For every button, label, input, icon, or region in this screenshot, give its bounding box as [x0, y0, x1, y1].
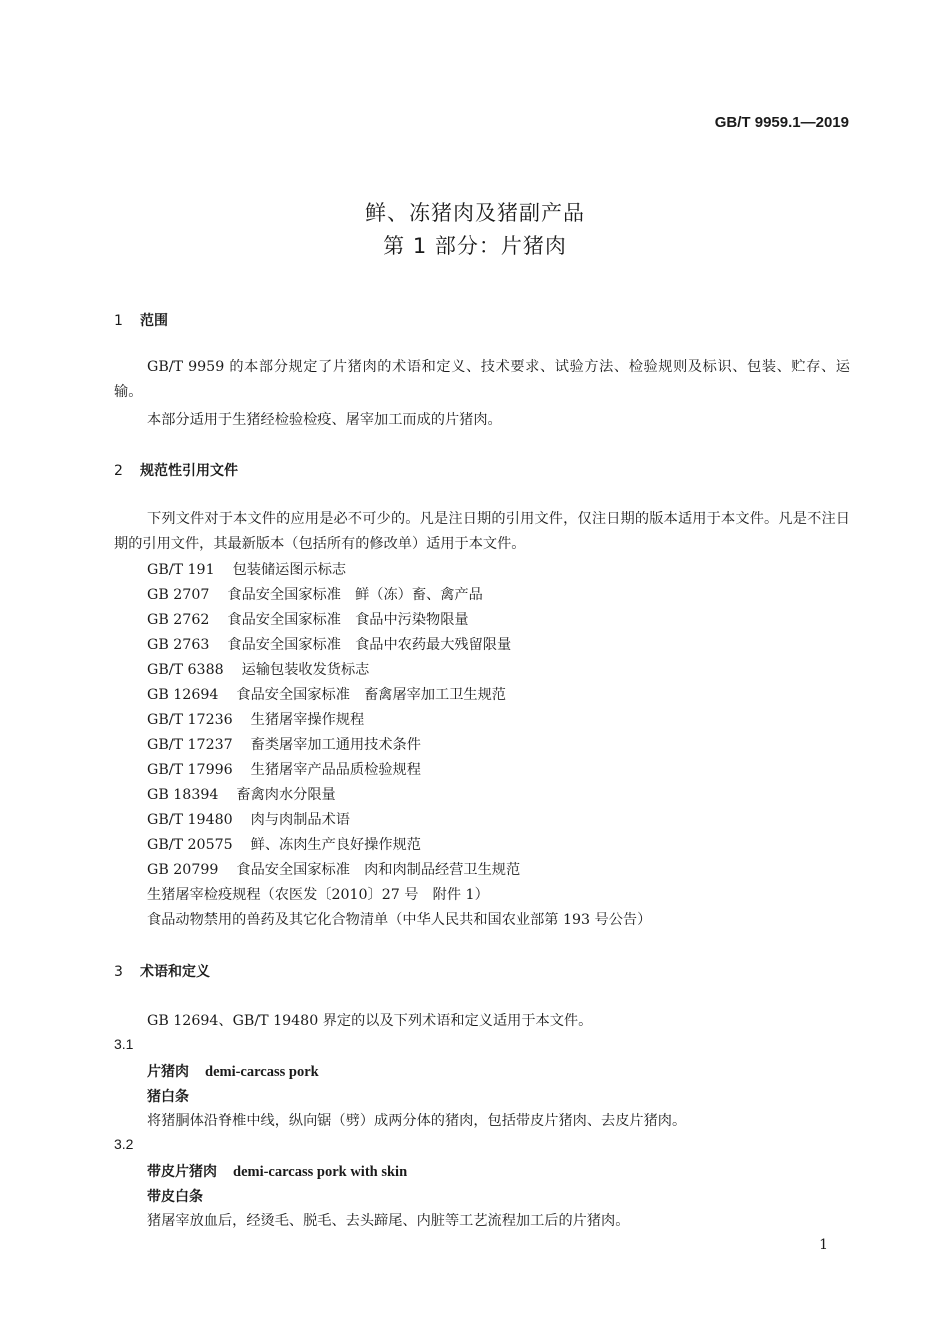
standard-code: GB/T 9959.1—2019	[714, 114, 849, 131]
term-alt: 猪白条	[147, 1089, 189, 1105]
reference-code: GB 2763	[147, 637, 210, 653]
reference-code: GB/T 6388	[147, 662, 224, 678]
document-title-line2: 第 1 部分：片猪肉	[383, 234, 567, 258]
reference-item	[147, 609, 469, 629]
reference-item	[147, 784, 336, 804]
reference-code: GB/T 20575	[147, 837, 233, 853]
scope-paragraph-1: GB/T 9959 的本部分规定了片猪肉的术语和定义、技术要求、试验方法、检验规则及标识、包装、贮存、运输。	[114, 359, 850, 400]
term-number: 3.1	[114, 1036, 134, 1052]
reference-title: 食品安全国家标准 鲜（冻）畜、禽产品	[227, 587, 483, 603]
term-number: 3.2	[114, 1136, 134, 1152]
normative-intro: 下列文件对于本文件的应用是必不可少的。凡是注日期的引用文件，仅注日期的版本适用于本文件。凡是不注日期的引用文件，其最新版本（包括所有的修改单）适用于本文件。	[114, 511, 850, 552]
reference-title: 包装储运图示标志	[232, 562, 347, 578]
term-en: demi-carcass pork with skin	[233, 1164, 408, 1180]
reference-code: GB/T 17236	[147, 712, 233, 728]
reference-code: GB 18394	[147, 787, 219, 803]
term-en: demi-carcass pork	[205, 1064, 319, 1080]
reference-title: 生猪屠宰操作规程	[250, 712, 365, 728]
reference-item	[147, 859, 520, 879]
reference-code: GB 2762	[147, 612, 210, 628]
document-title-line1: 鲜、冻猪肉及猪副产品	[365, 201, 585, 225]
reference-title: 食品安全国家标准 肉和肉制品经营卫生规范	[236, 862, 521, 878]
reference-code: GB 20799	[147, 862, 219, 878]
reference-item	[147, 634, 511, 654]
reference-item	[147, 709, 364, 729]
scope-paragraph-2: 本部分适用于生猪经检验检疫、屠宰加工而成的片猪肉。	[147, 412, 502, 428]
reference-item	[147, 584, 483, 604]
reference-extra-1: 生猪屠宰检疫规程（农医发〔2010〕27 号 附件 1）	[147, 887, 489, 903]
reference-item	[147, 734, 421, 754]
reference-title: 畜禽肉水分限量	[236, 787, 336, 803]
page-number: 1	[819, 1237, 828, 1253]
term-heading	[147, 1161, 407, 1181]
reference-title: 鲜、冻肉生产良好操作规范	[250, 837, 421, 853]
term-definition: 猪屠宰放血后，经烫毛、脱毛、去头蹄尾、内脏等工艺流程加工后的片猪肉。	[147, 1213, 630, 1229]
section-title: 术语和定义	[140, 964, 210, 980]
reference-title: 生猪屠宰产品品质检验规程	[250, 762, 421, 778]
reference-item	[147, 559, 346, 579]
reference-code: GB 12694	[147, 687, 219, 703]
reference-item	[147, 809, 350, 829]
term-heading	[147, 1061, 319, 1081]
term-zh: 带皮片猪肉	[147, 1164, 217, 1180]
terms-intro: GB 12694、GB/T 19480 界定的以及下列术语和定义适用于本文件。	[147, 1013, 593, 1029]
reference-code: GB/T 19480	[147, 812, 233, 828]
reference-item	[147, 659, 369, 679]
term-definition: 将猪胴体沿脊椎中线，纵向锯（劈）成两分体的猪肉，包括带皮片猪肉、去皮片猪肉。	[147, 1113, 687, 1129]
term-zh: 片猪肉	[147, 1064, 189, 1080]
reference-title: 食品安全国家标准 食品中农药最大残留限量	[227, 637, 512, 653]
reference-title: 运输包装收发货标志	[241, 662, 370, 678]
reference-code: GB/T 191	[147, 562, 215, 578]
section-number: 2	[114, 463, 123, 479]
reference-item	[147, 759, 421, 779]
reference-item	[147, 834, 421, 854]
term-alt: 带皮白条	[147, 1189, 203, 1205]
reference-title: 肉与肉制品术语	[250, 812, 350, 828]
reference-code: GB/T 17237	[147, 737, 233, 753]
reference-title: 食品安全国家标准 食品中污染物限量	[227, 612, 469, 628]
section-number: 1	[114, 313, 123, 329]
reference-title: 畜类屠宰加工通用技术条件	[250, 737, 421, 753]
reference-code: GB 2707	[147, 587, 210, 603]
reference-title: 食品安全国家标准 畜禽屠宰加工卫生规范	[236, 687, 506, 703]
section-2-heading	[114, 460, 238, 480]
reference-extra-2: 食品动物禁用的兽药及其它化合物清单（中华人民共和国农业部第 193 号公告）	[147, 912, 652, 928]
section-number: 3	[114, 964, 123, 980]
section-title: 规范性引用文件	[140, 463, 238, 479]
reference-code: GB/T 17996	[147, 762, 233, 778]
section-3-heading	[114, 961, 210, 981]
section-1-heading	[114, 310, 168, 330]
reference-item	[147, 684, 506, 704]
section-title: 范围	[140, 313, 168, 329]
